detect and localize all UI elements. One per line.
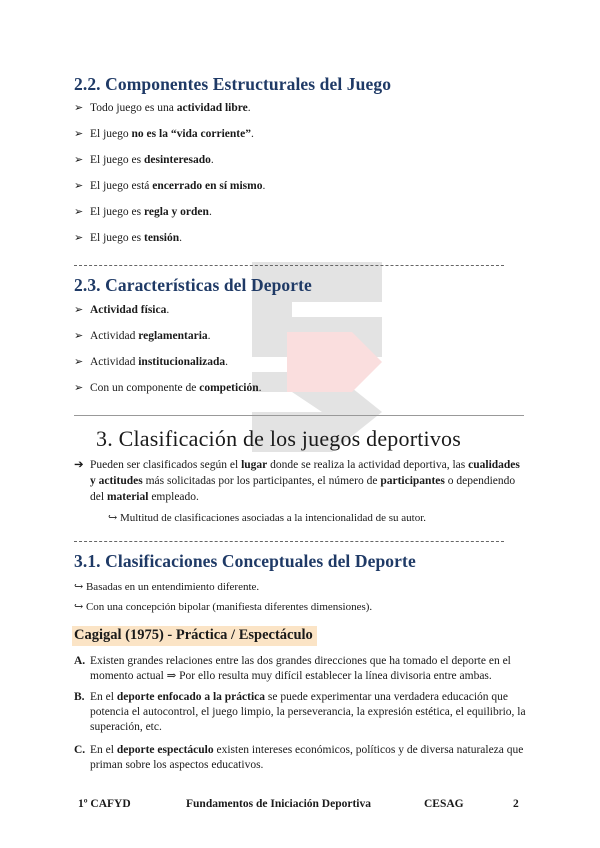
list-item: ➢ Actividad reglamentaria. <box>74 330 211 342</box>
section-title-2-3: 2.3. Características del Deporte <box>74 275 312 295</box>
footer-subject: Fundamentos de Iniciación Deportiva <box>186 798 371 810</box>
arrow-bullet-icon: ➢ <box>74 180 84 192</box>
list-item: ↪ Basadas en un entendimiento diferente. <box>74 581 260 593</box>
arrow-bullet-icon: ➢ <box>74 154 84 166</box>
dashed-divider <box>74 265 504 266</box>
hook-arrow-icon: ↪ <box>74 581 84 593</box>
list-item: ➢ Todo juego es una actividad libre. <box>74 102 251 114</box>
right-arrow-icon: ➔ <box>74 459 84 471</box>
list-item: ➢ Con un componente de competición. <box>74 382 262 394</box>
list-item: ➢ Actividad institucionalizada. <box>74 356 229 368</box>
section-title-2-2: 2.2. Componentes Estructurales del Juego <box>74 74 392 94</box>
dashed-divider <box>74 541 504 542</box>
chapter-title: 3. Clasificación de los juegos deportivos <box>96 426 462 451</box>
arrow-bullet-icon: ➢ <box>74 356 84 368</box>
hook-arrow-icon: ↪ <box>108 512 118 524</box>
sub-note: ↪ Multitud de clasificaciones asociadas a la intencionalidad de su autor. <box>108 512 427 524</box>
footer-course: 1º CAFYD <box>78 798 131 810</box>
list-item: ➢ El juego no es la “vida corriente”. <box>74 128 254 140</box>
section-title-3-1: 3.1. Clasificaciones Conceptuales del Deporte <box>74 551 416 571</box>
intro-paragraph: ➔ Pueden ser clasificados según el lugar donde se realiza la actividad deportiva, las cualidades y actitudes más solicitadas por los participantes, el número de participantes o dependiendo del material empleado. <box>74 459 520 503</box>
cagigal-heading: Cagigal (1975) - Práctica / Espectáculo <box>72 626 317 646</box>
list-item: ➢ Actividad física. <box>74 304 170 316</box>
list-item: ➢ El juego está encerrado en sí mismo. <box>74 180 266 192</box>
list-item: B. En el deporte enfocado a la práctica se puede experimentar una verdadera educación que potencia el autocontrol, el juego limpio, la perseverancia, la expresión estética, el equilibrio, la superación, etc. <box>74 691 526 733</box>
footer-org: CESAG <box>424 798 464 810</box>
list-item: ↪ Con una concepción bipolar (manifiesta diferentes dimensiones). <box>74 601 373 613</box>
arrow-bullet-icon: ➢ <box>74 382 84 394</box>
hook-arrow-icon: ↪ <box>74 601 84 613</box>
arrow-bullet-icon: ➢ <box>74 102 84 114</box>
arrow-bullet-icon: ➢ <box>74 232 84 244</box>
page-number: 2 <box>513 798 519 810</box>
arrow-bullet-icon: ➢ <box>74 206 84 218</box>
arrow-bullet-icon: ➢ <box>74 128 84 140</box>
horizontal-rule <box>74 415 524 416</box>
list-item: ➢ El juego es tensión. <box>74 232 183 244</box>
list-item: A. Existen grandes relaciones entre las dos grandes direcciones que ha tomado el deporte en el momento actual ⇒ Por ello resulta muy difícil establecer la línea divisoria entre ambas. <box>74 655 511 682</box>
list-item: ➢ El juego es desinteresado. <box>74 154 214 166</box>
list-item: C. En el deporte espectáculo existen intereses económicos, políticos y de diversa naturaleza que priman sobre los aspectos educativos. <box>74 744 524 771</box>
arrow-bullet-icon: ➢ <box>74 304 84 316</box>
arrow-bullet-icon: ➢ <box>74 330 84 342</box>
list-item: ➢ El juego es regla y orden. <box>74 206 212 218</box>
